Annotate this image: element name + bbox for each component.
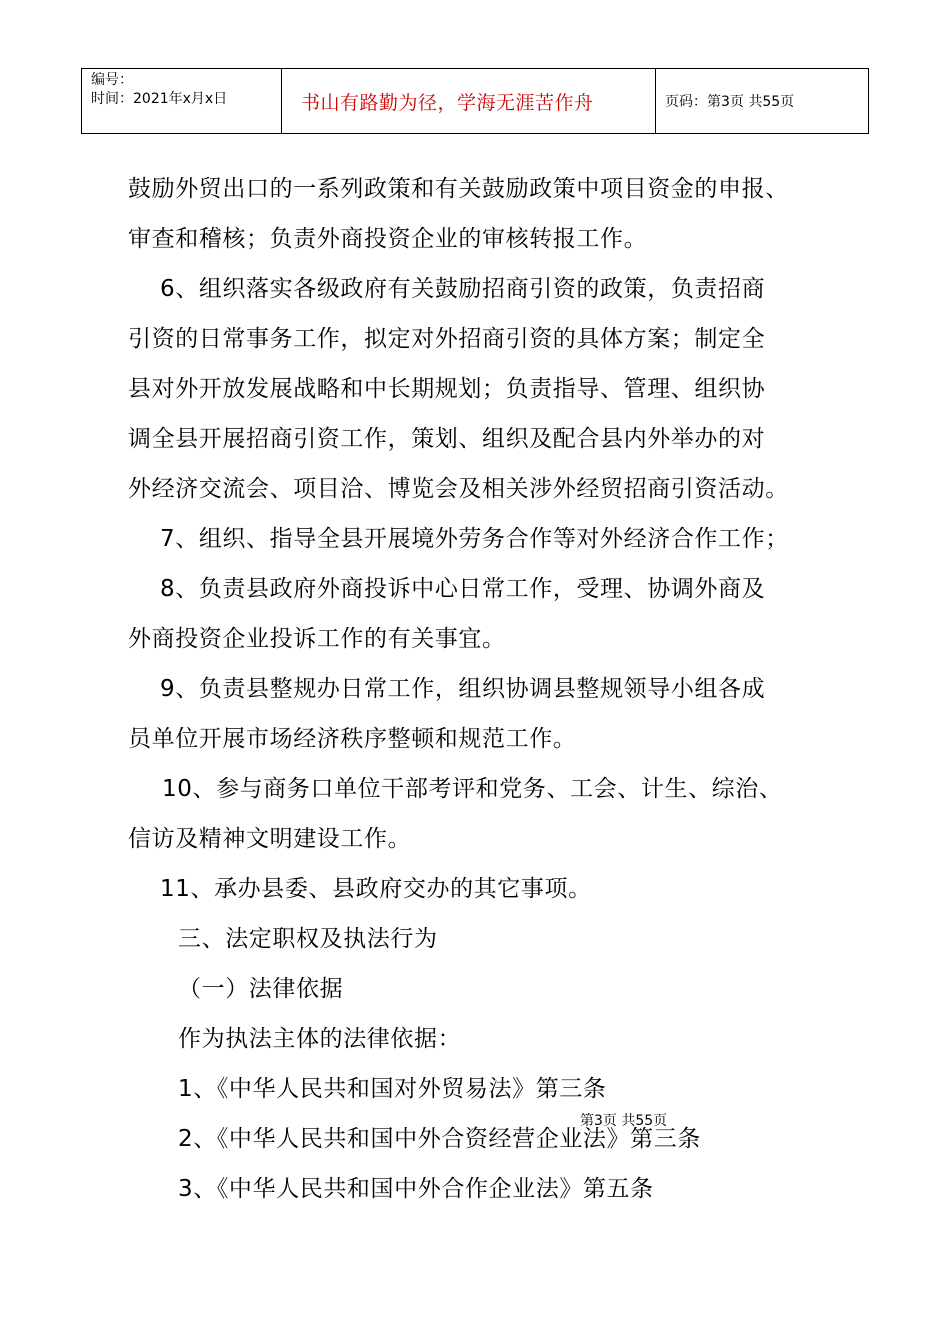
paragraph-line: 外商投资企业投诉工作的有关事宜。 [128, 626, 506, 652]
law-list-item: 1、《中华人民共和国对外贸易法》第三条 [178, 1076, 607, 1102]
paragraph-line: 县对外开放发展战略和中长期规划；负责指导、管理、组织协 [128, 376, 766, 402]
paragraph-line: 引资的日常事务工作，拟定对外招商引资的具体方案；制定全 [128, 326, 766, 352]
section-heading: 三、法定职权及执法行为 [178, 926, 438, 952]
header-meta-cell [82, 69, 282, 133]
paragraph-line: 6、组织落实各级政府有关鼓励招商引资的政策，负责招商 [160, 276, 766, 302]
subsection-heading: （一）法律依据 [178, 976, 344, 1002]
paragraph-line: 9、负责县整规办日常工作，组织协调县整规领导小组各成 [160, 676, 766, 702]
paragraph-line: 审查和稽核；负责外商投资企业的审核转报工作。 [128, 226, 648, 252]
document-body [128, 164, 848, 1214]
page-footer-mark: 第3页 共55页 [580, 1113, 668, 1129]
paragraph-line: 信访及精神文明建设工作。 [128, 826, 412, 852]
header-page-cell [656, 69, 868, 133]
paragraph-line: 作为执法主体的法律依据： [178, 1026, 462, 1052]
header-table [81, 68, 869, 134]
law-list-item: 3、《中华人民共和国中外合作企业法》第五条 [178, 1176, 654, 1202]
paragraph-line: 7、组织、指导全县开展境外劳务合作等对外经济合作工作； [160, 526, 789, 552]
paragraph-line: 鼓励外贸出口的一系列政策和有关鼓励政策中项目资金的申报、 [128, 176, 789, 202]
header-motto-cell [282, 69, 656, 133]
header-motto: 书山有路勤为径，学海无涯苦作舟 [301, 91, 594, 114]
paragraph-line: 10、参与商务口单位干部考评和党务、工会、计生、综治、 [162, 776, 783, 802]
paragraph-line: 员单位开展市场经济秩序整顿和规范工作。 [128, 726, 577, 752]
law-list-item: 2、《中华人民共和国中外合资经营企业法》第三条 [178, 1126, 701, 1152]
paragraph-line: 外经济交流会、项目洽、博览会及相关涉外经贸招商引资活动。 [128, 476, 789, 502]
document-time-label: 时间：2021年x月x日 [91, 91, 228, 107]
header-page-info: 页码：第3页 共55页 [665, 94, 795, 110]
paragraph-line: 8、负责县政府外商投诉中心日常工作，受理、协调外商及 [160, 576, 766, 602]
document-number-label: 编号： [91, 72, 133, 88]
paragraph-line: 11、承办县委、县政府交办的其它事项。 [160, 876, 592, 902]
paragraph-line: 调全县开展招商引资工作，策划、组织及配合县内外举办的对 [128, 426, 766, 452]
